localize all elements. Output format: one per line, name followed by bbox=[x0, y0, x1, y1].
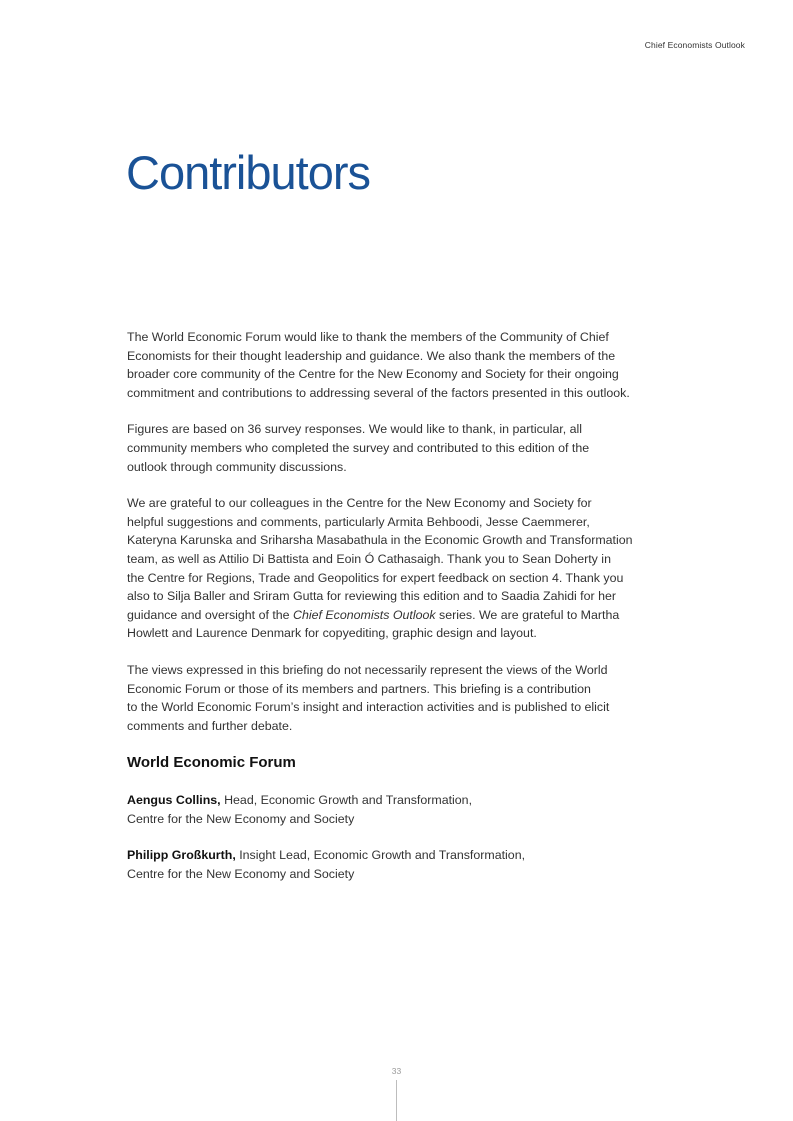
disclaimer-paragraph: The views expressed in this briefing do not necessarily represent the views of the World Economic Forum or those of its members and partners. This briefing is a contribution to the World Economic Forum’s insight and interaction activities and is published to elicit comments and further debate. bbox=[127, 662, 610, 733]
contributor-name: Philipp Großkurth, bbox=[127, 848, 236, 863]
paragraph-3-text-after: series. We are grateful to Martha Howlett and Laurence Denmark for copyediting, graphic design and layout. bbox=[127, 607, 620, 641]
body-text bbox=[127, 328, 672, 902]
paragraph-3-text-before: We are grateful to our colleagues in the Centre for the New Economy and Society for helpful suggestions and comments, particularly Armita Behboodi, Jesse Caemmerer, Kateryna Karunska and Sriharsha Masabathula in the Economic Growth and Transformation team, as well as Attilio Di Battista and Eoin Ó Cathasaigh. Thank you to Sean Doherty in the Centre for Regions, Trade and Geopolitics for expert feedback on section 4. Thank you also to Silja Baller and Sriram Gutta for reviewing this edition and to Saadia Zahidi for her guidance and oversight of the bbox=[127, 496, 633, 622]
acknowledgement-paragraph-3 bbox=[127, 494, 672, 643]
contributor-organization: Centre for the New Economy and Society bbox=[127, 867, 355, 882]
contributor-role: Head, Economic Growth and Transformation, bbox=[220, 793, 473, 808]
footer-divider-line bbox=[396, 1080, 397, 1121]
contributor-entry bbox=[127, 846, 672, 883]
acknowledgement-paragraph-2: Figures are based on 36 survey responses. We would like to thank, in particular, all community members who completed the survey and contributed to this edition of the outlook through community discussions. bbox=[127, 422, 590, 474]
page-number: 33 bbox=[391, 1066, 402, 1076]
contributor-organization: Centre for the New Economy and Society bbox=[127, 811, 355, 826]
section-heading: World Economic Forum bbox=[127, 754, 296, 772]
contributor-name: Aengus Collins, bbox=[127, 793, 221, 808]
acknowledgement-paragraph-1: The World Economic Forum would like to thank the members of the Community of Chief Economists for their thought leadership and guidance. We also thank the members of the broader core community of the Centre for the New Economy and Society for their ongoing commitment and contributions to addressing several of the factors presented in this outlook. bbox=[127, 330, 630, 400]
running-header: Chief Economists Outlook bbox=[644, 40, 745, 50]
contributor-entry bbox=[127, 791, 672, 828]
publication-title-italic: Chief Economists Outlook bbox=[293, 607, 436, 622]
contributor-role: Insight Lead, Economic Growth and Transformation, bbox=[235, 848, 526, 863]
page-title: Contributors bbox=[126, 146, 370, 199]
